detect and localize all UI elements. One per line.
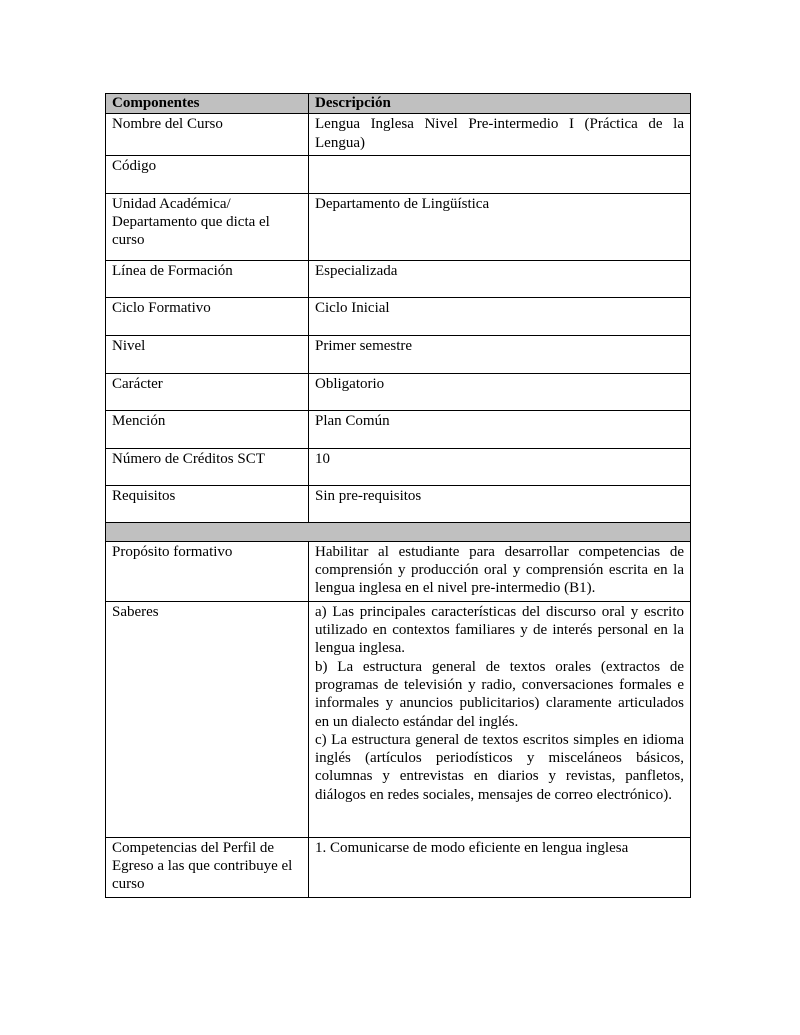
table-row — [106, 410, 691, 448]
description-cell — [309, 155, 691, 193]
table-row — [106, 485, 691, 522]
component-cell: Competencias del Perfil de Egreso a las que contribuye el curso — [106, 837, 309, 897]
description-paragraph: c) La estructura general de textos escritos simples en idioma inglés (artículos periodísticos y misceláneos básicos, columnas y entrevistas en diarios y revistas, panfletos, diálogos en redes sociales, mensajes de correo electrónico). — [315, 731, 684, 803]
table-body — [106, 114, 691, 897]
course-components-table — [105, 93, 691, 898]
table-row — [106, 114, 691, 156]
component-cell: Mención — [106, 410, 309, 448]
description-cell: Especializada — [309, 260, 691, 297]
component-cell: Nombre del Curso — [106, 114, 309, 156]
component-cell: Requisitos — [106, 485, 309, 522]
component-cell: Nivel — [106, 335, 309, 373]
description-cell: Ciclo Inicial — [309, 297, 691, 335]
separator-row — [106, 522, 691, 541]
table-row — [106, 335, 691, 373]
description-paragraph: a) Las principales características del discurso oral y escrito utilizado en contextos familiares y de interés personal en la lengua inglesa. — [315, 603, 684, 657]
separator-cell — [106, 522, 691, 541]
table-row — [106, 601, 691, 837]
component-cell: Propósito formativo — [106, 541, 309, 601]
description-cell: Habilitar al estudiante para desarrollar competencias de comprensión y producción oral y comprensión escrita en la lengua inglesa en el nivel pre-intermedio (B1). — [309, 541, 691, 601]
table-row — [106, 155, 691, 193]
component-cell: Código — [106, 155, 309, 193]
table-row — [106, 373, 691, 410]
table-row — [106, 193, 691, 260]
table-header-row — [106, 94, 691, 114]
description-cell: Obligatorio — [309, 373, 691, 410]
table-row — [106, 448, 691, 485]
table-row — [106, 837, 691, 897]
description-cell: Lengua Inglesa Nivel Pre-intermedio I (Práctica de la Lengua) — [309, 114, 691, 156]
description-cell: Plan Común — [309, 410, 691, 448]
component-cell: Ciclo Formativo — [106, 297, 309, 335]
table-row — [106, 541, 691, 601]
description-cell: Departamento de Lingüística — [309, 193, 691, 260]
description-cell: 10 — [309, 448, 691, 485]
table-row — [106, 260, 691, 297]
component-cell: Saberes — [106, 601, 309, 837]
description-cell: Sin pre-requisitos — [309, 485, 691, 522]
component-cell: Número de Créditos SCT — [106, 448, 309, 485]
description-cell: Primer semestre — [309, 335, 691, 373]
description-cell: 1. Comunicarse de modo eficiente en lengua inglesa — [309, 837, 691, 897]
component-cell: Línea de Formación — [106, 260, 309, 297]
header-cell-components: Componentes — [106, 94, 309, 114]
description-paragraph: b) La estructura general de textos orales (extractos de programas de televisión y radio, conversaciones formales e informales y anuncios publicitarios) claramente articulados en un dialecto estándar del inglés. — [315, 658, 684, 730]
component-cell: Unidad Académica/ Departamento que dicta el curso — [106, 193, 309, 260]
description-cell — [309, 601, 691, 837]
component-cell: Carácter — [106, 373, 309, 410]
header-cell-description: Descripción — [309, 94, 691, 114]
table-row — [106, 297, 691, 335]
